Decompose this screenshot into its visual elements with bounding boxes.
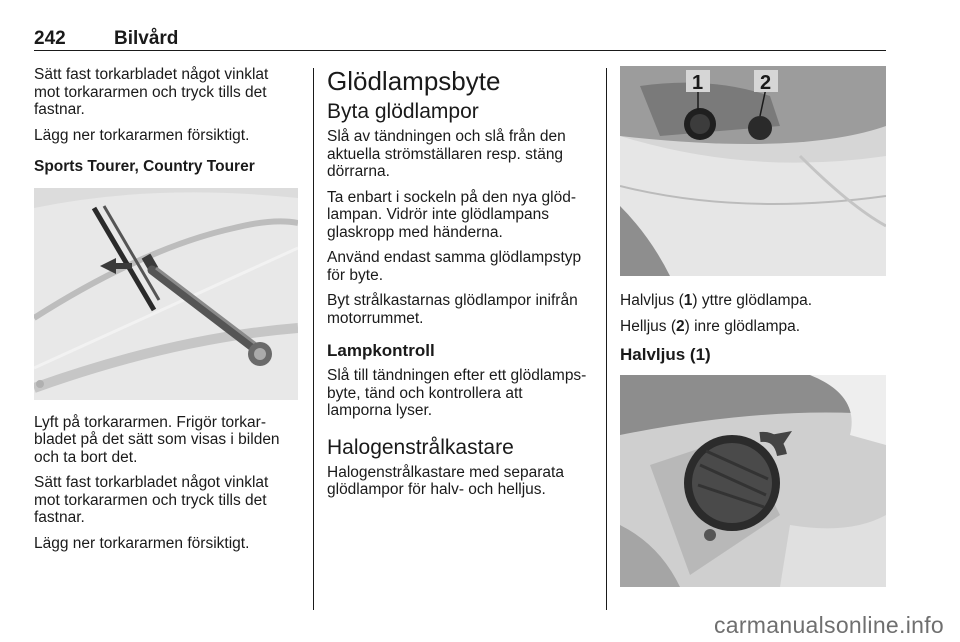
paragraph: Sätt fast torkarbladet något vinklat mot torkararmen och tryck tills det fastnar.: [34, 474, 269, 526]
section-heading: Halogenstrålkastare: [327, 435, 514, 459]
caption-number: 2: [675, 317, 685, 335]
subheading: Lampkontroll: [327, 341, 435, 360]
caption-text: Helljus (: [620, 317, 676, 335]
caption-number: 1: [683, 292, 693, 309]
section-title: Glödlampsbyte: [327, 66, 501, 96]
chapter-title: Bilvård: [114, 28, 179, 49]
engine-bay-headlamp-illustration: [620, 66, 886, 276]
paragraph: Lägg ner torkararmen försiktigt.: [34, 126, 250, 144]
caption-line: [620, 292, 886, 310]
rear-wiper-illustration: [34, 188, 298, 400]
section-heading: Byta glödlampor: [327, 100, 479, 123]
paragraph: Lägg ner torkararmen försiktigt.: [34, 534, 250, 552]
caption-text: ) inre glödlampa.: [684, 317, 801, 335]
paragraph: Halogenstrålkastare med separata glödlampor för halv- och helljus.: [327, 463, 564, 498]
page-number: 242: [34, 28, 66, 49]
callout-number: 2: [760, 72, 772, 94]
low-beam-cap-illustration: [620, 375, 886, 587]
subheading: Halvljus (1): [620, 345, 711, 364]
column-left: [34, 66, 300, 560]
caption-line: [620, 318, 886, 336]
callout-number: 1: [692, 72, 704, 94]
caption-text: ) yttre glödlampa.: [692, 292, 813, 309]
column-right: [620, 66, 886, 587]
paragraph: Använd endast samma glödlampstyp för byte.: [327, 249, 582, 284]
paragraph: Sätt fast torkarbladet något vinklat mot torkararmen och tryck tills det fastnar.: [34, 66, 269, 118]
paragraph: Ta enbart i sockeln på den nya glöd- lampan. Vidrör inte glödlampans glaskropp med händerna.: [327, 188, 577, 241]
paragraph: Byt strålkastarnas glödlampor inifrån motorrummet.: [327, 292, 578, 327]
column-divider: [606, 68, 607, 610]
subheading: Sports Tourer, Country Tourer: [34, 158, 255, 175]
paragraph: Slå av tändningen och slå från den aktuella strömställaren resp. stäng dörrarna.: [327, 128, 566, 180]
column-middle: [327, 66, 595, 507]
paragraph: Lyft på torkararmen. Frigör torkar- bladet på det sätt som visas i bilden och ta bort det.: [34, 413, 280, 466]
paragraph: Slå till tändningen efter ett glödlamps- byte, tänd och kontrollera att lamporna lyser.: [327, 367, 587, 419]
page-header: [34, 26, 886, 51]
caption-text: Halvljus (: [620, 292, 684, 309]
column-divider: [313, 68, 314, 610]
watermark: carmanualsonline.info: [713, 612, 944, 638]
